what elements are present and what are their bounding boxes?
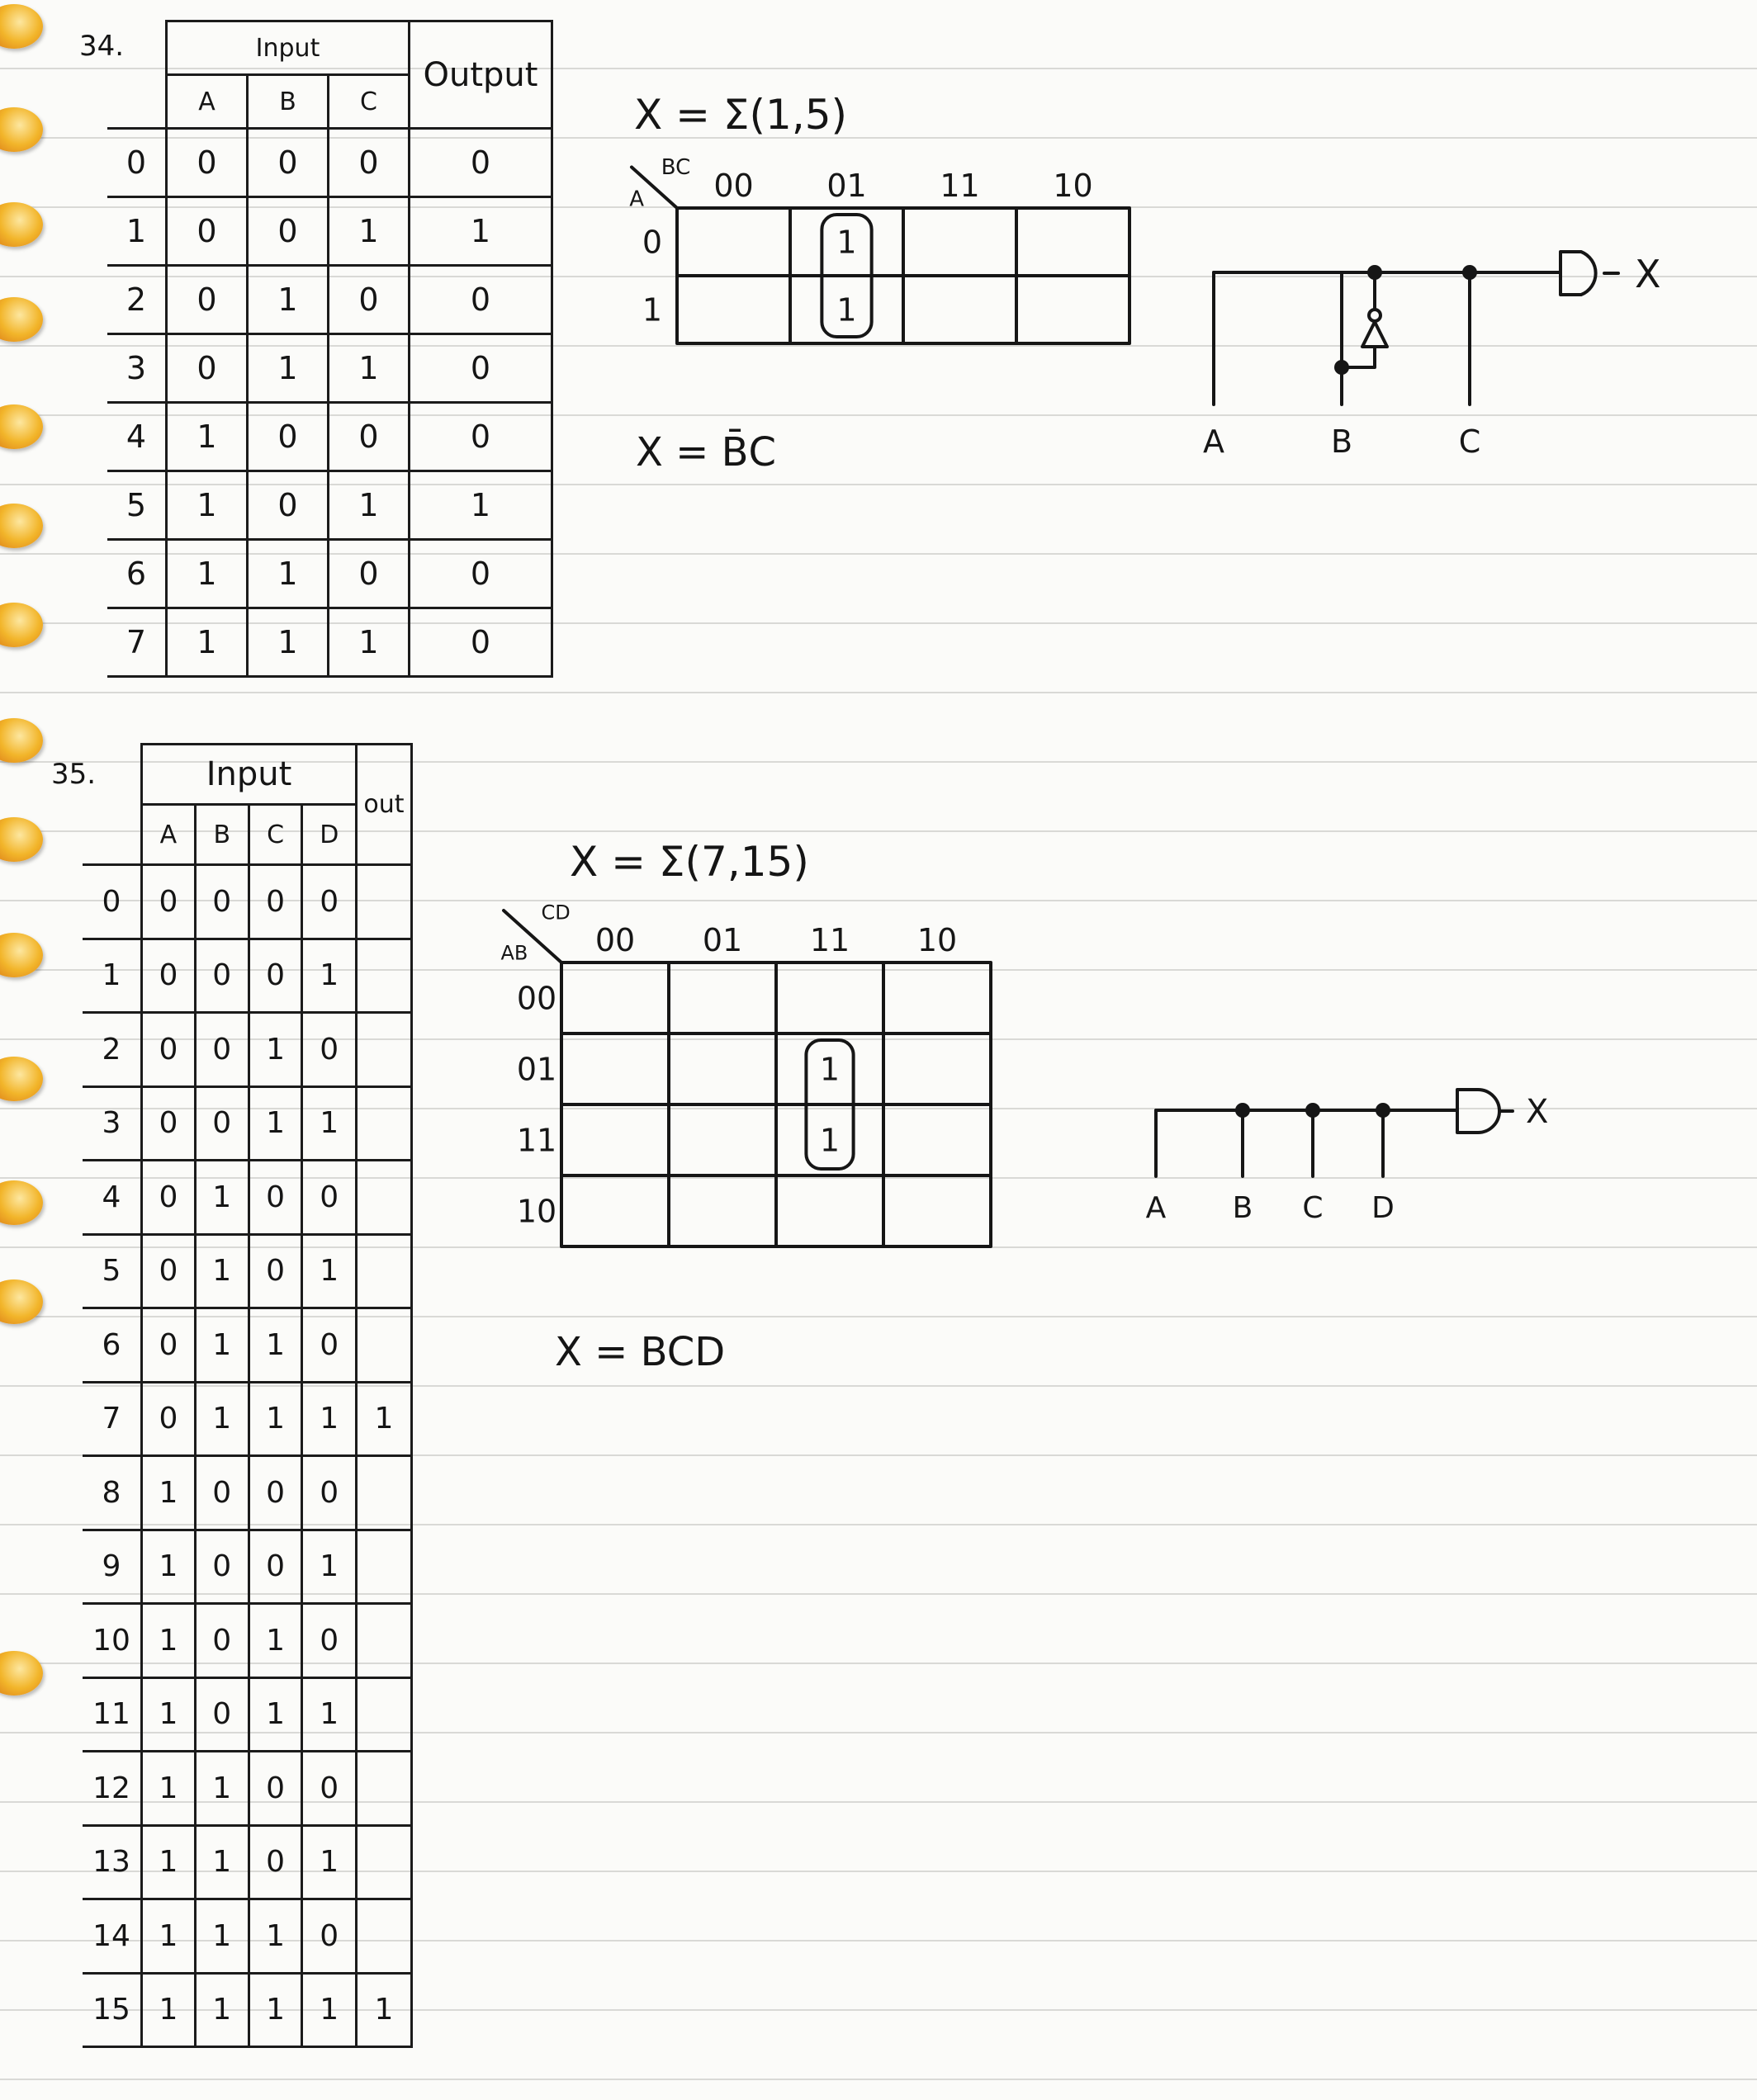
junction-dot	[1235, 1103, 1250, 1118]
table-row	[83, 1530, 412, 1604]
table-row	[83, 1234, 412, 1308]
kmap-col-label: 10	[916, 922, 958, 958]
table-cell: 1	[302, 1382, 357, 1456]
table-cell: 1	[167, 471, 248, 540]
output-cell	[357, 1456, 412, 1530]
output-cell	[357, 939, 412, 1013]
table-row	[83, 1382, 412, 1456]
junction-dot	[1376, 1103, 1390, 1118]
table-cell: 1	[142, 1825, 196, 1899]
binding-ring	[0, 504, 43, 548]
output-cell	[357, 865, 412, 939]
kmap-col-var: CD	[541, 901, 571, 925]
kmap-34	[611, 154, 1156, 371]
table-cell: 0	[167, 197, 248, 266]
row-index: 6	[83, 1308, 142, 1383]
table-cell: 0	[142, 1013, 196, 1087]
output-cell: 1	[410, 471, 552, 540]
table-cell: 1	[195, 1752, 249, 1826]
row-index: 2	[83, 1013, 142, 1087]
table-cell: 1	[167, 608, 248, 677]
table-cell: 0	[195, 1086, 249, 1161]
table-cell: 0	[167, 334, 248, 403]
not-gate-icon	[1362, 322, 1387, 347]
circuit-input-B: B	[1330, 423, 1353, 460]
output-cell	[357, 1234, 412, 1308]
table-cell: 1	[249, 1973, 302, 2047]
table-row	[107, 197, 552, 266]
table-cell: 1	[195, 1382, 249, 1456]
kmap-col-var: BC	[661, 154, 691, 180]
table-cell: 0	[195, 865, 249, 939]
table-cell: 1	[195, 1973, 249, 2047]
column-header: C	[329, 75, 410, 129]
table-cell: 1	[249, 1013, 302, 1087]
row-index: 3	[107, 334, 167, 403]
table-cell: 1	[248, 608, 329, 677]
problem-35-number: 35.	[51, 758, 97, 791]
row-index: 6	[107, 540, 167, 608]
row-index: 9	[83, 1530, 142, 1604]
kmap-row-label: 1	[642, 291, 663, 329]
kmap-cell-value: 1	[836, 224, 857, 261]
spiral-binding	[0, 0, 58, 2100]
table-cell: 1	[142, 1604, 196, 1678]
output-cell: 0	[410, 608, 552, 677]
result-35: X = BCD	[555, 1329, 726, 1375]
table-cell: 0	[249, 1456, 302, 1530]
table-row	[83, 1604, 412, 1678]
binding-ring	[0, 297, 43, 342]
row-index: 4	[107, 403, 167, 471]
kmap-col-label: 01	[826, 168, 867, 204]
table-cell: 1	[302, 939, 357, 1013]
table-cell: 1	[249, 1086, 302, 1161]
output-cell: 1	[357, 1973, 412, 2047]
kmap-row-var: AB	[500, 941, 528, 965]
table-cell: 0	[195, 1677, 249, 1752]
kmap-col-label: 10	[1053, 168, 1093, 204]
table-row	[83, 1752, 412, 1826]
table-row	[107, 540, 552, 608]
logic-circuit-35	[1139, 1073, 1618, 1238]
column-header: B	[195, 805, 249, 865]
kmap-row-label: 11	[516, 1122, 557, 1159]
binding-ring	[0, 817, 43, 862]
table-cell: 1	[142, 1973, 196, 2047]
table-cell: 0	[302, 1899, 357, 1974]
circuit-input-D: D	[1371, 1191, 1395, 1225]
binding-ring	[0, 1279, 43, 1324]
table-cell: 0	[248, 471, 329, 540]
row-index: 7	[107, 608, 167, 677]
table-cell: 0	[248, 129, 329, 197]
table-cell: 1	[329, 608, 410, 677]
row-index: 1	[83, 939, 142, 1013]
table-row	[83, 939, 412, 1013]
table-cell: 0	[249, 1530, 302, 1604]
table-cell: 1	[248, 334, 329, 403]
row-index: 12	[83, 1752, 142, 1826]
output-cell	[357, 1677, 412, 1752]
table-row	[83, 1013, 412, 1087]
binding-ring	[0, 4, 43, 49]
table-cell: 0	[302, 865, 357, 939]
table-row	[83, 1973, 412, 2047]
junction-dot	[1462, 265, 1477, 280]
kmap-col-label: 11	[809, 922, 850, 958]
table-row	[83, 1086, 412, 1161]
row-index: 1	[107, 197, 167, 266]
table-row	[83, 1899, 412, 1974]
binding-ring	[0, 933, 43, 977]
table-row	[107, 266, 552, 334]
table-cell: 0	[302, 1308, 357, 1383]
table-cell: 0	[142, 1234, 196, 1308]
row-index: 4	[83, 1161, 142, 1235]
table-row	[107, 403, 552, 471]
table-cell: 0	[329, 540, 410, 608]
table-cell: 0	[195, 1456, 249, 1530]
output-cell: 0	[410, 334, 552, 403]
table-cell: 1	[329, 197, 410, 266]
input-header-35: Input	[142, 745, 357, 805]
table-cell: 0	[195, 939, 249, 1013]
output-cell	[357, 1086, 412, 1161]
table-row	[83, 1825, 412, 1899]
row-index: 14	[83, 1899, 142, 1974]
row-index: 15	[83, 1973, 142, 2047]
table-cell: 1	[302, 1086, 357, 1161]
kmap-col-label: 00	[594, 922, 636, 958]
table-cell: 1	[195, 1234, 249, 1308]
table-cell: 1	[195, 1825, 249, 1899]
sum-expression-34: X = Σ(1,5)	[634, 91, 848, 139]
table-row	[107, 471, 552, 540]
binding-ring	[0, 404, 43, 449]
row-index: 10	[83, 1604, 142, 1678]
table-cell: 0	[248, 197, 329, 266]
output-header-34: Output	[410, 21, 552, 129]
column-header: A	[142, 805, 196, 865]
column-header: C	[249, 805, 302, 865]
sum-expression-35: X = Σ(7,15)	[570, 838, 809, 886]
table-cell: 1	[302, 1825, 357, 1899]
output-cell	[357, 1013, 412, 1087]
table-cell: 0	[195, 1604, 249, 1678]
table-cell: 1	[329, 471, 410, 540]
logic-circuit-34	[1189, 231, 1684, 479]
table-cell: 0	[302, 1013, 357, 1087]
row-index: 13	[83, 1825, 142, 1899]
truth-table-34	[107, 20, 553, 678]
table-row	[83, 1456, 412, 1530]
row-index: 0	[83, 865, 142, 939]
binding-ring	[0, 107, 43, 152]
table-cell: 0	[302, 1456, 357, 1530]
circuit-input-C: C	[1302, 1191, 1324, 1225]
output-cell: 0	[410, 540, 552, 608]
kmap-col-label: 01	[702, 922, 743, 958]
junction-dot	[1334, 360, 1349, 375]
output-cell: 0	[410, 266, 552, 334]
kmap-35	[479, 900, 1007, 1263]
circuit-output-35: X	[1526, 1093, 1549, 1131]
kmap-row-label: 0	[642, 224, 663, 261]
table-cell: 1	[302, 1973, 357, 2047]
row-index: 0	[107, 129, 167, 197]
kmap-row-var: A	[629, 187, 645, 212]
row-index: 5	[107, 471, 167, 540]
table-cell: 1	[167, 540, 248, 608]
binding-ring	[0, 603, 43, 647]
output-cell	[357, 1752, 412, 1826]
binding-ring	[0, 1057, 43, 1101]
column-header: B	[248, 75, 329, 129]
table-cell: 1	[142, 1456, 196, 1530]
table-cell: 1	[249, 1899, 302, 1974]
table-row	[83, 1161, 412, 1235]
table-cell: 0	[302, 1161, 357, 1235]
kmap-row-label: 01	[516, 1051, 557, 1088]
output-cell	[357, 1899, 412, 1974]
table-row	[83, 1308, 412, 1383]
and-gate-icon	[1560, 252, 1596, 295]
table-cell: 0	[142, 939, 196, 1013]
table-cell: 0	[329, 266, 410, 334]
column-header: A	[167, 75, 248, 129]
output-cell	[357, 1604, 412, 1678]
output-cell: 1	[410, 197, 552, 266]
circuit-input-B: B	[1232, 1191, 1253, 1225]
problem-34-number: 34.	[79, 30, 125, 63]
kmap-col-label: 00	[713, 168, 754, 204]
circuit-input-A: A	[1203, 423, 1224, 460]
truth-table-35	[83, 743, 413, 2048]
table-cell: 1	[302, 1530, 357, 1604]
row-index: 11	[83, 1677, 142, 1752]
table-cell: 1	[249, 1308, 302, 1383]
kmap-cell-value: 1	[836, 291, 857, 329]
junction-dot	[1367, 265, 1382, 280]
kmap-cell-value: 1	[819, 1051, 841, 1088]
table-cell: 1	[167, 403, 248, 471]
input-header-34: Input	[167, 21, 410, 75]
output-cell: 0	[410, 403, 552, 471]
table-row	[107, 608, 552, 677]
output-cell: 1	[357, 1382, 412, 1456]
table-cell: 1	[142, 1677, 196, 1752]
output-cell	[357, 1530, 412, 1604]
binding-ring	[0, 718, 43, 763]
table-cell: 0	[167, 129, 248, 197]
table-cell: 0	[249, 1825, 302, 1899]
kmap-row-label: 00	[516, 980, 557, 1017]
row-index: 5	[83, 1234, 142, 1308]
table-cell: 1	[195, 1161, 249, 1235]
output-cell	[357, 1825, 412, 1899]
table-cell: 1	[302, 1234, 357, 1308]
table-cell: 0	[249, 1752, 302, 1826]
table-cell: 0	[249, 1234, 302, 1308]
binding-ring	[0, 1651, 43, 1696]
table-cell: 0	[142, 1086, 196, 1161]
junction-dot	[1305, 1103, 1320, 1118]
table-cell: 1	[195, 1899, 249, 1974]
table-cell: 1	[195, 1308, 249, 1383]
kmap-col-label: 11	[940, 168, 980, 204]
table-cell: 0	[329, 129, 410, 197]
table-cell: 0	[167, 266, 248, 334]
table-cell: 0	[249, 865, 302, 939]
kmap-row-label: 10	[516, 1193, 557, 1230]
table-cell: 0	[248, 403, 329, 471]
output-header-35: out	[357, 745, 412, 865]
table-cell: 1	[329, 334, 410, 403]
result-34: X = B̄C	[636, 429, 777, 475]
output-cell	[357, 1308, 412, 1383]
table-cell: 0	[195, 1013, 249, 1087]
circuit-input-C: C	[1458, 423, 1481, 460]
column-header: D	[302, 805, 357, 865]
table-cell: 1	[249, 1382, 302, 1456]
table-row	[107, 129, 552, 197]
row-index: 2	[107, 266, 167, 334]
table-row	[83, 865, 412, 939]
table-row	[107, 334, 552, 403]
table-cell: 0	[142, 865, 196, 939]
output-cell: 0	[410, 129, 552, 197]
table-cell: 1	[249, 1677, 302, 1752]
table-cell: 0	[195, 1530, 249, 1604]
circuit-input-A: A	[1145, 1191, 1167, 1225]
table-cell: 0	[302, 1752, 357, 1826]
table-cell: 0	[142, 1382, 196, 1456]
table-cell: 1	[142, 1752, 196, 1826]
and-gate-icon	[1457, 1090, 1499, 1133]
table-cell: 1	[249, 1604, 302, 1678]
binding-ring	[0, 1180, 43, 1225]
table-cell: 1	[142, 1899, 196, 1974]
table-cell: 1	[142, 1530, 196, 1604]
row-index: 8	[83, 1456, 142, 1530]
table-cell: 1	[248, 540, 329, 608]
table-cell: 1	[248, 266, 329, 334]
table-cell: 0	[249, 939, 302, 1013]
row-index: 7	[83, 1382, 142, 1456]
table-cell: 0	[329, 403, 410, 471]
table-cell: 0	[249, 1161, 302, 1235]
table-row	[83, 1677, 412, 1752]
row-index: 3	[83, 1086, 142, 1161]
binding-ring	[0, 202, 43, 247]
table-cell: 0	[142, 1161, 196, 1235]
kmap-cell-value: 1	[819, 1122, 841, 1159]
table-cell: 0	[302, 1604, 357, 1678]
table-cell: 0	[142, 1308, 196, 1383]
circuit-output-34: X	[1635, 252, 1661, 296]
output-cell	[357, 1161, 412, 1235]
table-cell: 1	[302, 1677, 357, 1752]
